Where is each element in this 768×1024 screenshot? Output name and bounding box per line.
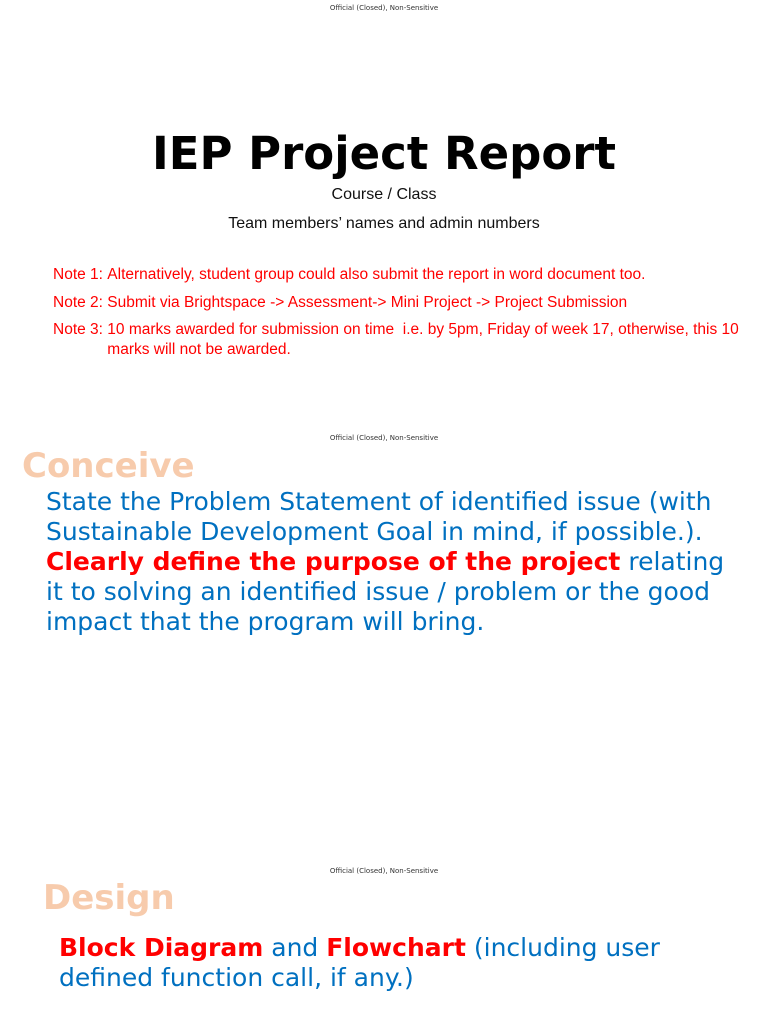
classification-label: Official (Closed), Non-Sensitive [329,4,439,12]
note-text: 10 marks awarded for submission on time i.e. by 5pm, Friday of week 17, otherwise, this 10 marks will not be awarded. [107,321,744,358]
note-item [53,320,743,360]
notes-list [53,265,743,368]
block-diagram-label: Block Diagram [59,933,264,962]
design-body [59,933,739,993]
conceive-body-emphasis: Clearly define the purpose of the project [46,547,621,576]
note-prefix: Note 1: [53,266,108,283]
note-text: Submit via Brightspace -> Assessment-> Mini Project -> Project Submission [107,293,628,311]
classification-label: Official (Closed), Non-Sensitive [329,867,439,875]
course-class-line: Course / Class [331,186,437,203]
design-and: and [263,933,327,962]
conceive-body-part1: State the Problem Statement of identified issue (with Sustainable Development Goal in mind, if possible.). [46,487,712,546]
slide-title [0,0,768,430]
slide-conceive [0,430,768,863]
conceive-heading: Conceive [22,446,195,486]
note-prefix: Note 2: [53,293,108,311]
conceive-body [46,487,736,637]
team-members-line: Team members’ names and admin numbers [228,215,540,232]
note-item [53,265,743,285]
note-text: Alternatively, student group could also submit the report in word document too. [107,266,646,283]
note-item [53,293,743,313]
design-heading: Design [43,878,175,918]
flowchart-label: Flowchart [326,933,466,962]
classification-label: Official (Closed), Non-Sensitive [329,434,439,442]
slide-design [0,863,768,1024]
conceive-body-part2: relating it to solving an identified issue / problem or the good impact that the program will bring. [46,547,725,636]
note-prefix: Note 3: [53,321,108,338]
design-rest: (including user defined function call, if any.) [59,933,660,992]
report-title: IEP Project Report [151,127,617,180]
